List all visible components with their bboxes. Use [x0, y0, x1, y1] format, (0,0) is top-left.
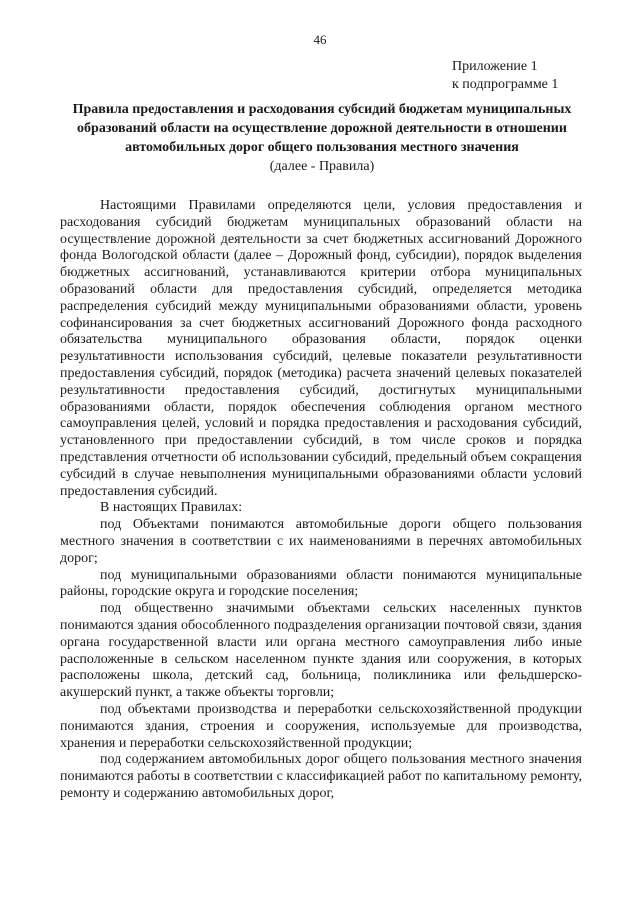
- title-main: Правила предоставления и расходования субсидий бюджетам муниципальных образований области на осуществление дорожной деятельности в отношении автомобильных дорог общего пользования местного значения: [72, 102, 572, 155]
- paragraph-definition-municipalities: под муниципальными образованиями области понимаются муниципальные районы, городские округа и городские поселения;: [60, 567, 582, 600]
- appendix-reference: [452, 58, 558, 94]
- document-body: [60, 198, 582, 803]
- paragraph-definition-maintenance: под содержанием автомобильных дорог общего пользования местного значения понимаются работы в соответствии с классификацией работ по капитальному ремонту, ремонту и содержанию автомобильных дорог,: [60, 752, 582, 801]
- appendix-line-2: к подпрограмме 1: [452, 77, 559, 92]
- paragraph-definition-public-objects: под общественно значимыми объектами сельских населенных пунктов понимаются здания обособленного подразделения организации почтовой связи, здания органа государственной власти или органа местного самоуправления либо иные расположенные в сельском населенном пункте здания или сооружения, в которых расположены школа, детский сад, больница, поликлиника или фельдшерско-акушерский пункт, а также объекты торговли;: [60, 601, 582, 701]
- paragraph-definitions-heading: В настоящих Правилах:: [100, 500, 243, 516]
- paragraph-definition-production-objects: под объектами производства и переработки сельскохозяйственной продукции понимаются здания, строения и сооружения, используемые для производства, хранения и переработки сельскохозяйственной продукции;: [60, 701, 582, 751]
- paragraph-intro: Настоящими Правилами определяются цели, условия предоставления и расходования субсидий бюджетам муниципальных образований области на осуществление дорожной деятельности за счет бюджетных ассигнований Дорожного фонда Вологодской области (далее – Дорожный фонд, субсидии), порядок выделения бюджетных ассигнований, устанавливаются критерии отбора муниципальных образований области для предоставления субсидий, определяется методика распределения субсидий между муниципальными образованиями области, уровень софинансирования за счет бюджетных ассигнований Дорожного фонда расходного обязательства муниципального образования области, порядок оценки результативности использования субсидий, целевые показатели результативности предоставления субсидий, порядок (методика) расчета значений целевых показателей результативности предоставления субсидий, достигнутых муниципальными образованиями области, порядок обеспечения соблюдения органом местного самоуправления целей, условий и порядка предоставления и расходования субсидий, установленного при предоставлении субсидий, в том числе сроков и порядка представления отчетности об использовании субсидий, предельный объем сокращения субсидий в случае невыполнения муниципальными образованиями области условий предоставления субсидий.: [60, 198, 582, 499]
- document-title: [62, 100, 582, 176]
- title-note: (далее - Правила): [269, 159, 375, 174]
- page-number: 46: [313, 32, 327, 47]
- appendix-line-1: Приложение 1: [452, 59, 538, 74]
- paragraph-definition-objects: под Объектами понимаются автомобильные дороги общего пользования местного значения в соответствии с их наименованиями в перечнях автомобильных дорог;: [60, 517, 582, 566]
